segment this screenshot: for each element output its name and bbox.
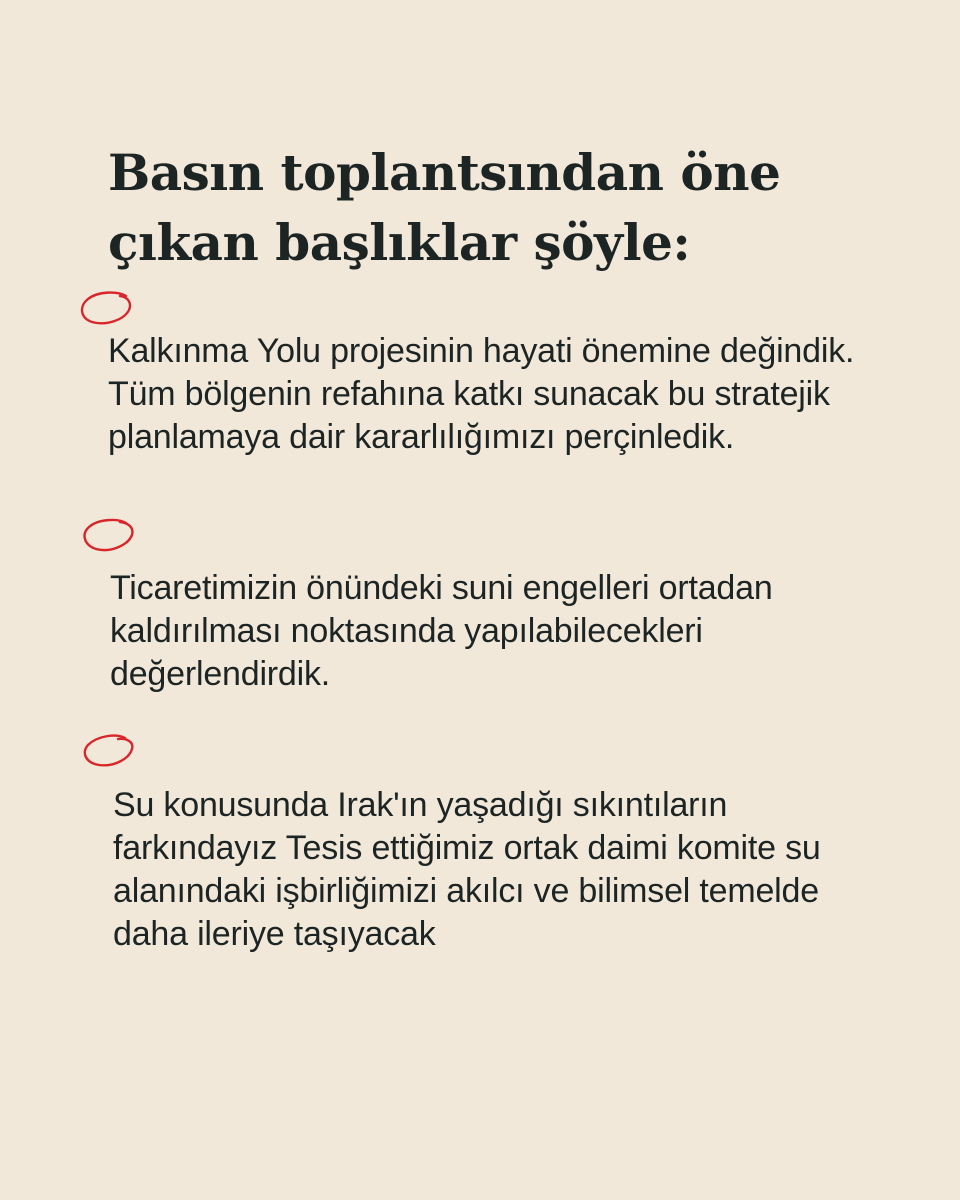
page-title: Basın toplantsından öne çıkan başlıklar şöyle:	[108, 143, 781, 272]
red-circle-icon	[78, 514, 138, 558]
red-circle-icon	[76, 288, 136, 332]
item-text-2: Ticaretimizin önündeki suni engelleri ortadan kaldırılması noktasında yapılabilecekleri değerlendirdik.	[110, 569, 773, 693]
item-text-1: Kalkınma Yolu projesinin hayati önemine değindik. Tüm bölgenin refahına katkı sunacak bu stratejik planlamaya dair kararlılığımızı perçinledik.	[108, 332, 855, 456]
red-circle-icon	[78, 730, 138, 774]
item-text-3: Su konusunda Irak'ın yaşadığı sıkıntıların farkındayız Tesis ettiğimiz ortak daimi komite su alanındaki işbirliğimizi akılcı ve bilimsel temelde daha ileriye taşıyacak	[113, 786, 821, 953]
